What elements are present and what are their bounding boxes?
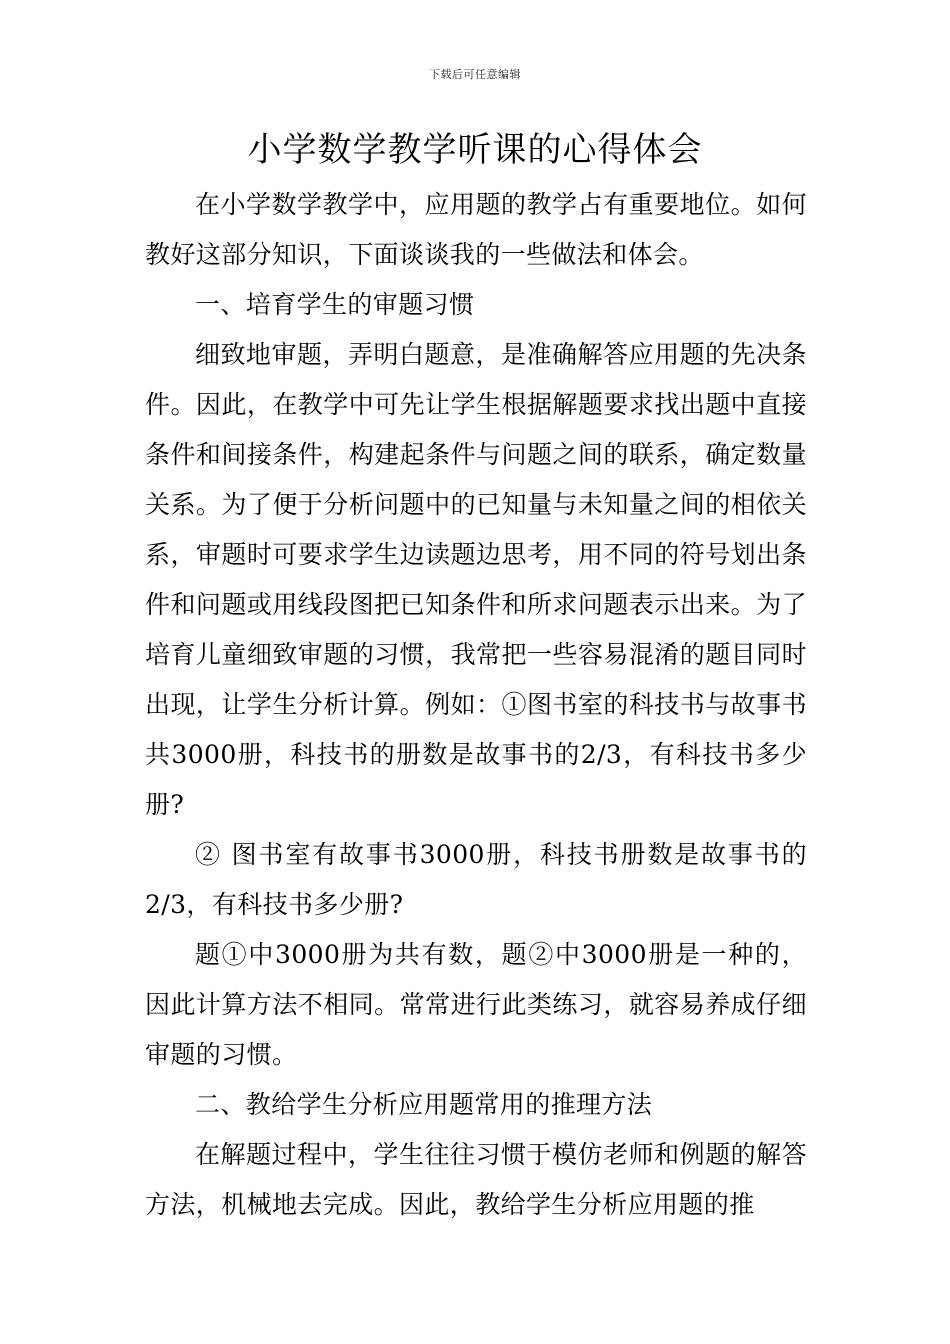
document-body [145, 180, 807, 1230]
paragraph-example-analysis: 题①中3000册为共有数，题②中3000册是一种的，因此计算方法不相同。常常进行此类练习，就容易养成仔细审题的习惯。 [145, 940, 807, 1069]
section-heading-2: 二、教给学生分析应用题常用的推理方法 [195, 1090, 653, 1119]
section-heading-1: 一、培育学生的审题习惯 [195, 290, 475, 319]
paragraph-section-1-body: 细致地审题，弄明白题意，是准确解答应用题的先决条件。因此，在教学中可先让学生根据解题要求找出题中直接条件和间接条件，构建起条件与问题之间的联系，确定数量关系。为了便于分析问题中的已知量与未知量之间的相依关系，审题时可要求学生边读题边思考，用不同的符号划出条件和问题或用线段图把已知条件和所求问题表示出来。为了培育儿童细致审题的习惯，我常把一些容易混淆的题目同时出现，让学生分析计算。例如：①图书室的科技书与故事书共3000册，科技书的册数是故事书的2/3，有科技书多少册? [145, 340, 807, 819]
paragraph-example-2: ② 图书室有故事书3000册，科技书册数是故事书的2/3，有科技书多少册? [145, 840, 807, 919]
paragraph-intro: 在小学数学教学中，应用题的教学占有重要地位。如何教好这部分知识，下面谈谈我的一些做法和体会。 [145, 190, 807, 269]
header-note: 下载后可任意编辑 [429, 68, 521, 81]
paragraph-section-2-body: 在解题过程中，学生往往习惯于模仿老师和例题的解答方法，机械地去完成。因此，教给学生分析应用题的推 [145, 1140, 807, 1219]
document-title: 小学数学教学听课的心得体会 [247, 130, 703, 170]
